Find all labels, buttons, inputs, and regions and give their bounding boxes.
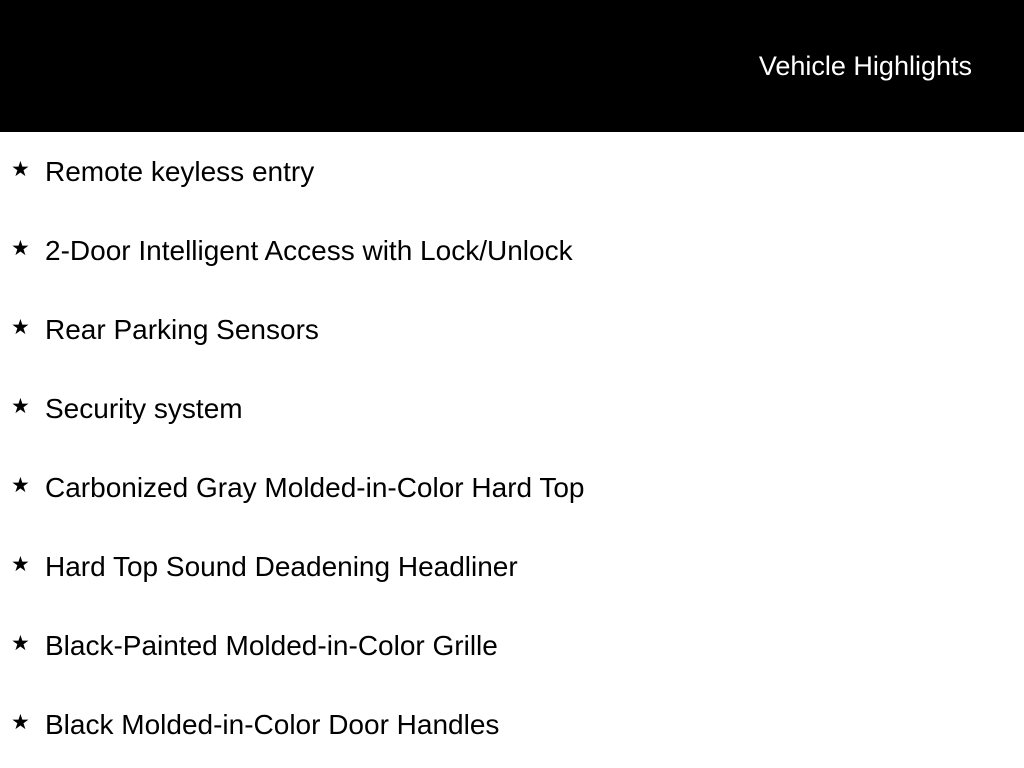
list-item xyxy=(0,606,1024,685)
header-bar xyxy=(0,0,1024,132)
highlight-label: Black Molded-in-Color Door Handles xyxy=(45,709,500,740)
highlight-label: Hard Top Sound Deadening Headliner xyxy=(45,551,518,582)
list-item xyxy=(0,527,1024,606)
highlight-label: 2-Door Intelligent Access with Lock/Unlock xyxy=(45,235,573,266)
star-icon: ★ xyxy=(11,553,30,576)
star-icon: ★ xyxy=(11,316,30,339)
highlight-label: Security system xyxy=(45,393,243,424)
list-item xyxy=(0,685,1024,764)
highlight-label: Carbonized Gray Molded-in-Color Hard Top xyxy=(45,472,585,503)
star-icon: ★ xyxy=(11,632,30,655)
star-icon: ★ xyxy=(11,237,30,260)
highlight-label: Black-Painted Molded-in-Color Grille xyxy=(45,630,498,661)
list-item xyxy=(0,211,1024,290)
star-icon: ★ xyxy=(11,474,30,497)
highlight-label: Rear Parking Sensors xyxy=(45,314,319,345)
page-title: Vehicle Highlights xyxy=(758,51,972,81)
list-item xyxy=(0,290,1024,369)
star-icon: ★ xyxy=(11,395,30,418)
list-item xyxy=(0,132,1024,211)
star-icon: ★ xyxy=(11,711,30,734)
highlight-label: Remote keyless entry xyxy=(45,156,315,187)
list-item xyxy=(0,448,1024,527)
list-item xyxy=(0,369,1024,448)
highlights-list xyxy=(0,132,1024,764)
star-icon: ★ xyxy=(11,158,30,181)
